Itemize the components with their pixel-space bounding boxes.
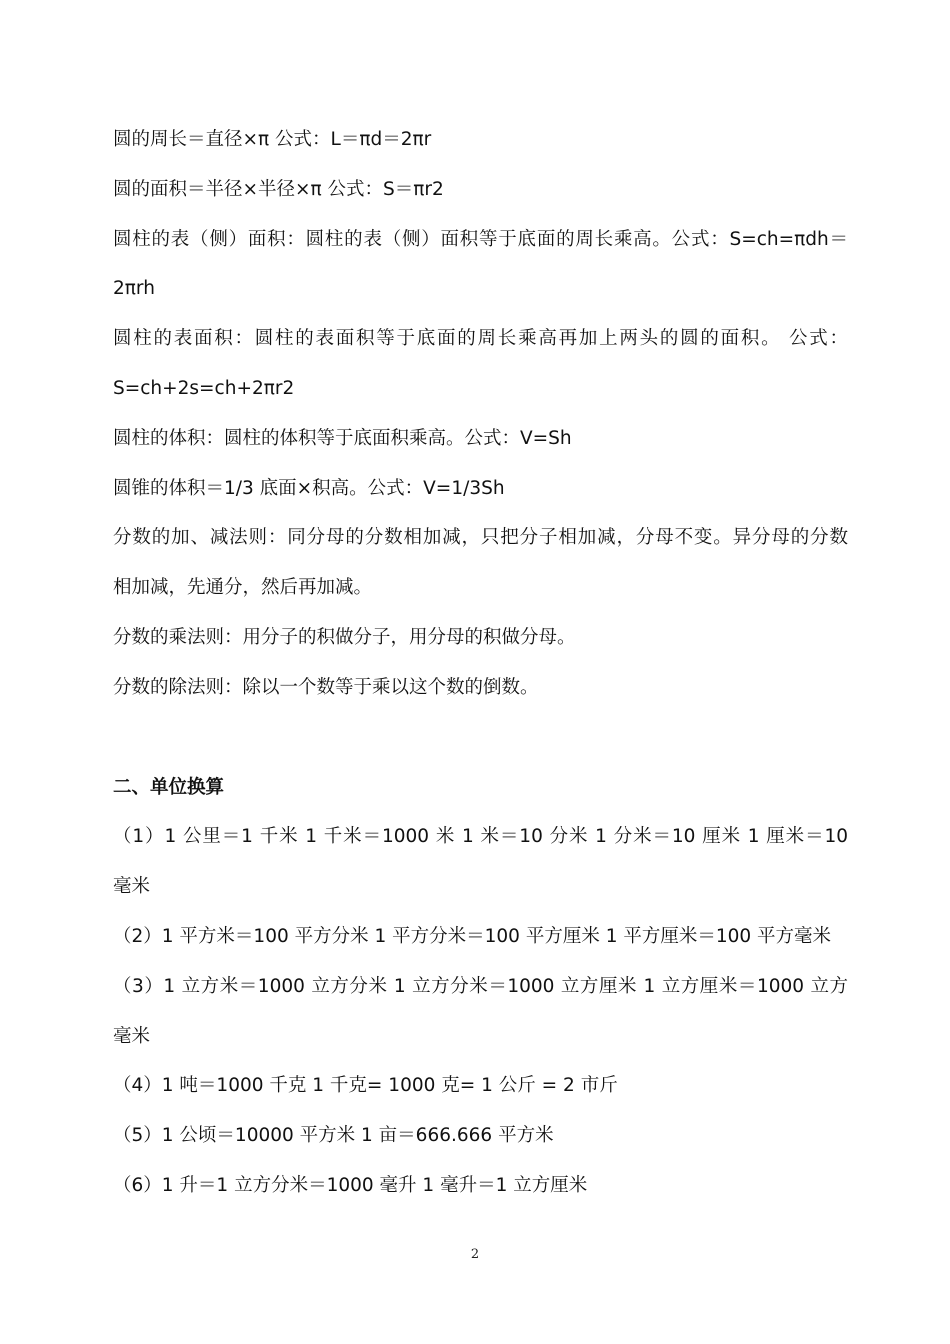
text-line-capacity-units: （6）1 升＝1 立方分米＝1000 毫升 1 毫升＝1 立方厘米 <box>113 1174 588 1196</box>
text-line-volume-units: （3）1 立方米＝1000 立方分米 1 立方分米＝1000 立方厘米 1 立方厘米＝1000 立方 <box>113 975 848 997</box>
page-content <box>113 115 848 1211</box>
page-number: 2 <box>470 1247 480 1262</box>
text-line-fraction-add-subtract: 分数的加、减法则：同分母的分数相加减，只把分子相加减，分母不变。异分母的分数 <box>113 527 848 549</box>
text-line-land-area-units: （5）1 公顷＝10000 平方米 1 亩＝666.666 平方米 <box>113 1125 554 1147</box>
text-line-cylinder-surface-area-cont: S=ch+2s=ch+2πr2 <box>113 377 295 399</box>
text-line-length-units-cont: 毫米 <box>113 876 151 898</box>
text-line-circle-circumference: 圆的周长＝直径×π 公式：L＝πd＝2πr <box>113 129 432 150</box>
text-line-fraction-multiply: 分数的乘法则：用分子的积做分子，用分母的积做分母。 <box>113 626 576 648</box>
text-line-length-units: （1）1 公里＝1 千米 1 千米＝1000 米 1 米＝10 分米 1 分米＝10 厘米 1 厘米＝10 <box>113 826 848 848</box>
section-heading-unit-conversion: 二、单位换算 <box>113 776 225 798</box>
text-line-cone-volume: 圆锥的体积＝1/3 底面×积高。公式：V=1/3Sh <box>113 477 505 499</box>
text-line-circle-area: 圆的面积＝半径×半径×π 公式：S＝πr2 <box>113 178 444 200</box>
text-line-fraction-add-subtract-cont: 相加减，先通分，然后再加减。 <box>113 577 373 599</box>
text-line-cylinder-volume: 圆柱的体积：圆柱的体积等于底面积乘高。公式：V=Sh <box>113 427 572 449</box>
text-line-volume-units-cont: 毫米 <box>113 1025 151 1047</box>
text-line-cylinder-lateral-area-cont: 2πrh <box>113 278 155 300</box>
text-line-area-units: （2）1 平方米＝100 平方分米 1 平方分米＝100 平方厘米 1 平方厘米＝100 平方毫米 <box>113 925 832 947</box>
text-line-fraction-divide: 分数的除法则：除以一个数等于乘以这个数的倒数。 <box>113 676 539 698</box>
text-line-mass-units: （4）1 吨＝1000 千克 1 千克= 1000 克= 1 公斤 = 2 市斤 <box>113 1075 618 1097</box>
text-line-cylinder-surface-area: 圆柱的表面积：圆柱的表面积等于底面的周长乘高再加上两头的圆的面积。 公式： <box>113 328 848 350</box>
section-spacer <box>113 713 848 763</box>
text-line-cylinder-lateral-area: 圆柱的表（侧）面积：圆柱的表（侧）面积等于底面的周长乘高。公式：S=ch=πdh＝ <box>113 228 848 250</box>
